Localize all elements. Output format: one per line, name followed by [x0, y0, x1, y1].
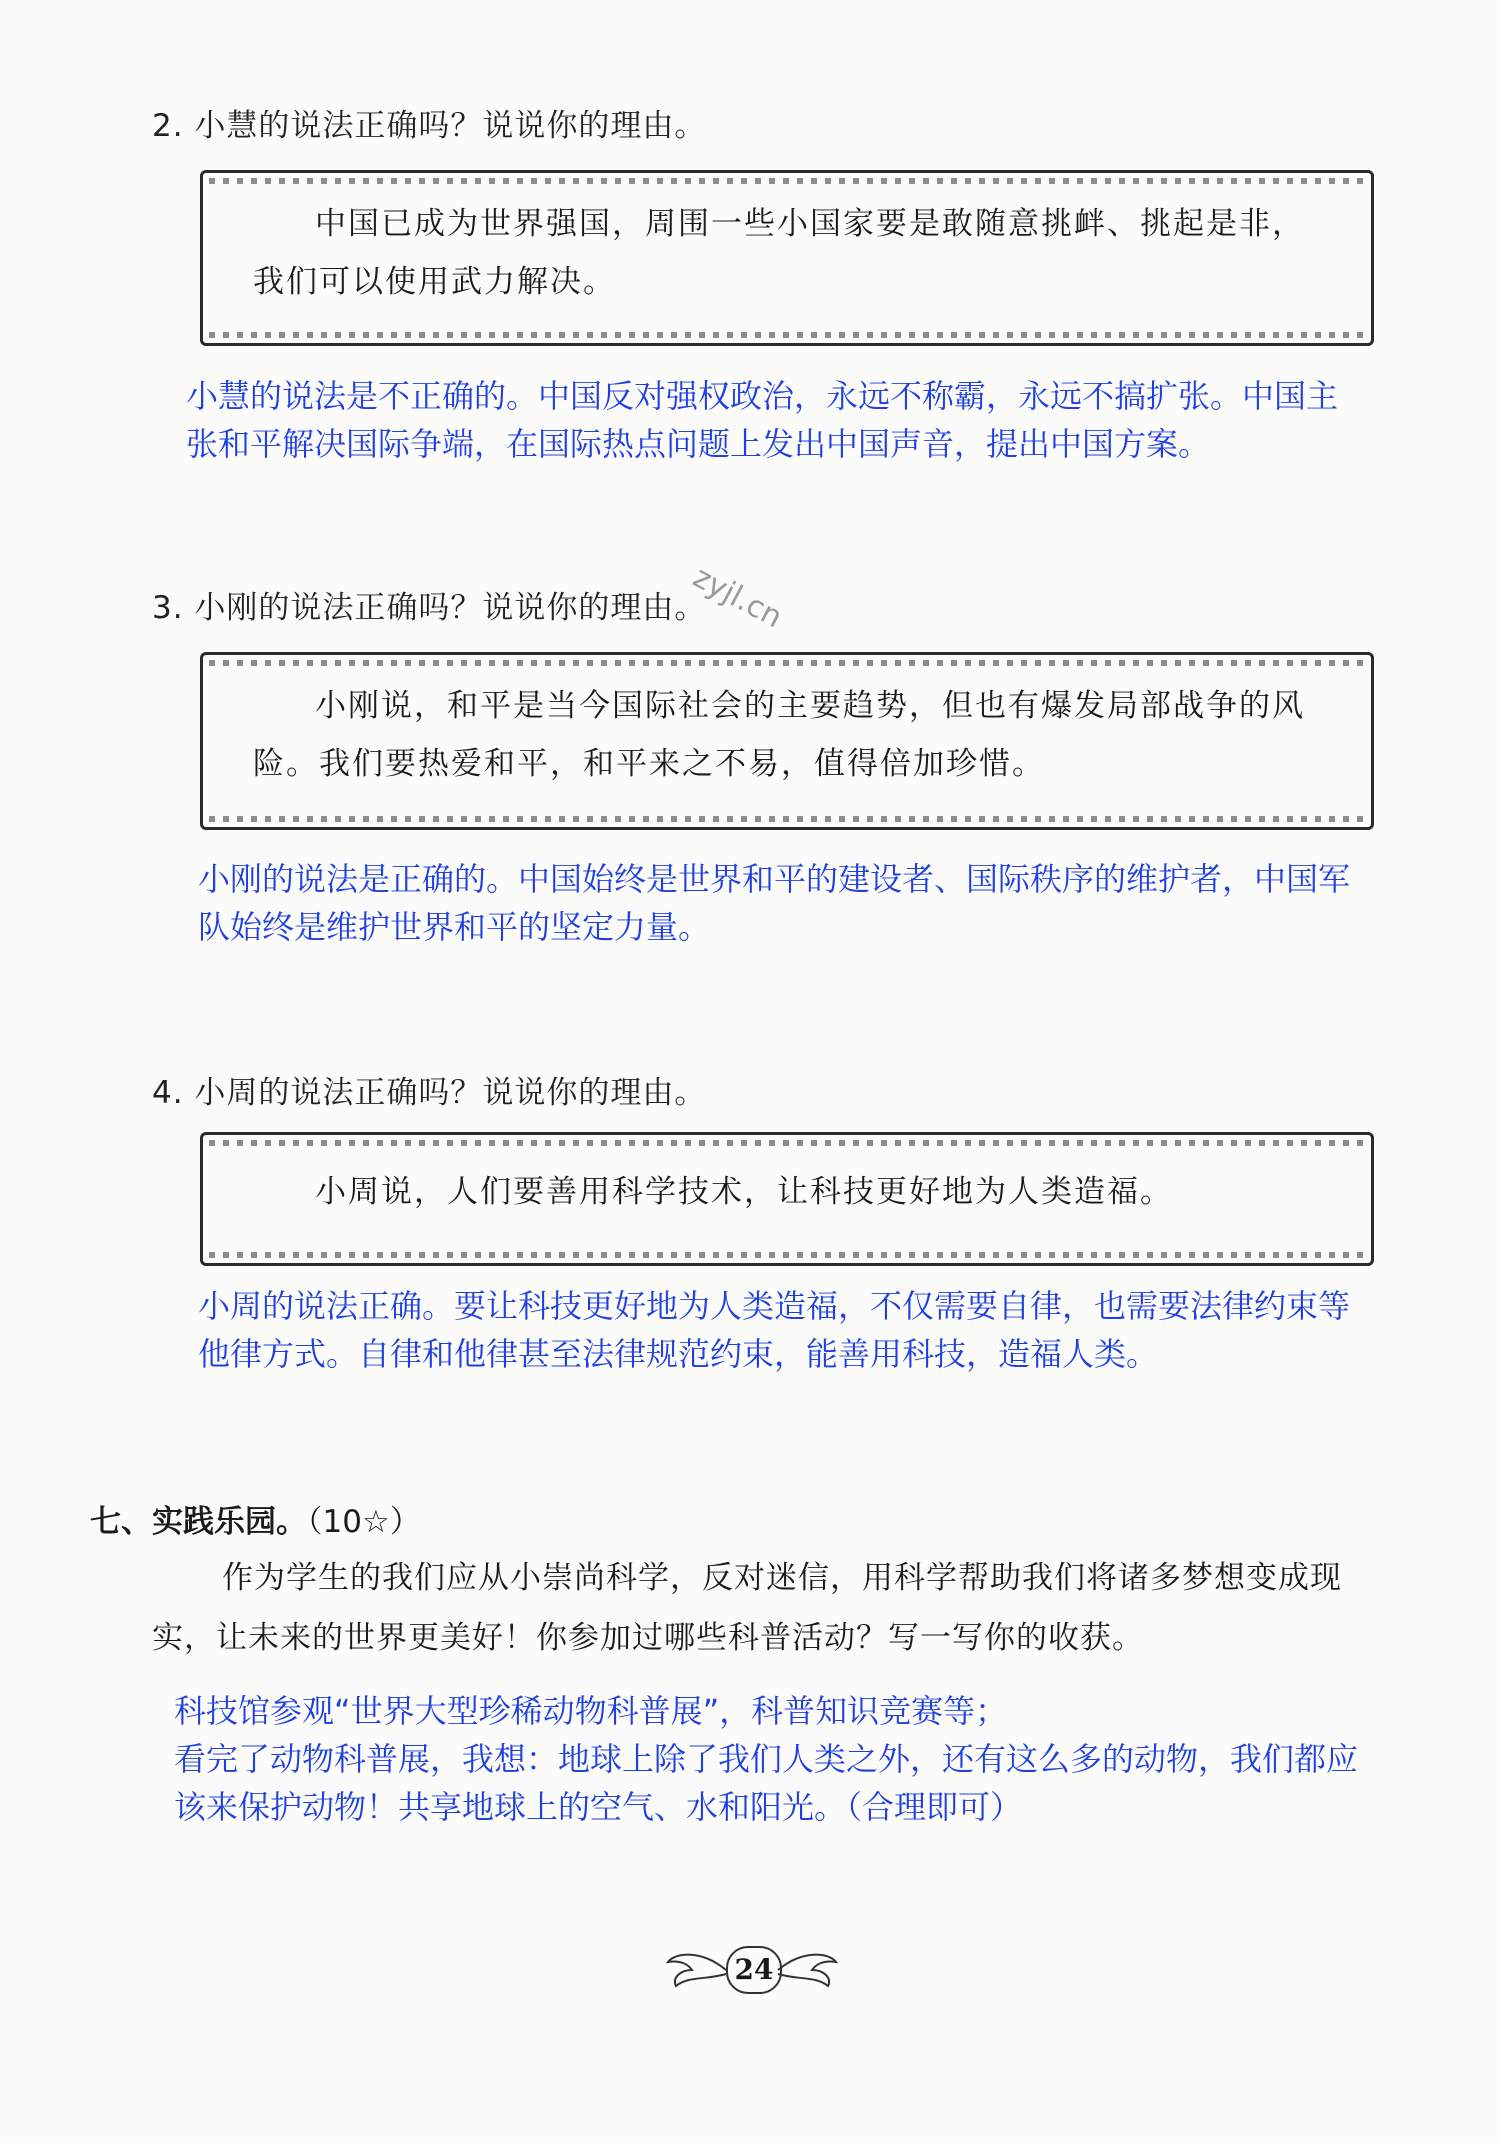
section-7-answer-line-1: 科技馆参观“世界大型珍稀动物科普展”，科普知识竞赛等；: [174, 1692, 1008, 1730]
section-7-answer-line-2: 看完了动物科普展，我想：地球上除了我们人类之外，还有这么多的动物，我们都应该来保护动物！共享地球上的空气、水和阳光。（合理即可）: [174, 1740, 1359, 1826]
question-3-answer: 小刚的说法是正确的。中国始终是世界和平的建设者、国际秩序的维护者，中国军队始终是维护世界和平的坚定力量。: [198, 860, 1351, 946]
question-4-answer: 小周的说法正确。要让科技更好地为人类造福，不仅需要自律，也需要法律约束等他律方式。自律和他律甚至法律规范约束，能善用科技，造福人类。: [198, 1287, 1351, 1373]
question-2-title: 2. 小慧的说法正确吗？说说你的理由。: [152, 108, 707, 144]
question-2-answer: 小慧的说法是不正确的。中国反对强权政治，永远不称霸，永远不搞扩张。中国主张和平解决国际争端，在国际热点问题上发出中国声音，提出中国方案。: [186, 377, 1339, 463]
section-7-title: 七、实践乐园。: [90, 1504, 307, 1540]
question-4-quote: 小周说，人们要善用科学技术，让科技更好地为人类造福。: [315, 1174, 1173, 1210]
question-2-quote: 中国已成为世界强国，周围一些小国家要是敢随意挑衅、挑起是非，我们可以使用武力解决。: [253, 206, 1305, 300]
question-2-quote-box: [200, 170, 1374, 346]
page-number: 24: [726, 1946, 782, 1994]
section-7-prompt: 作为学生的我们应从小崇尚科学，反对迷信，用科学帮助我们将诸多梦想变成现实，让未来的世界更美好！你参加过哪些科普活动？写一写你的收获。: [152, 1560, 1342, 1656]
question-3-quote: 小刚说，和平是当今国际社会的主要趋势，但也有爆发局部战争的风险。我们要热爱和平，和平来之不易，值得倍加珍惜。: [253, 688, 1305, 782]
question-4-title: 4. 小周的说法正确吗？说说你的理由。: [152, 1075, 707, 1111]
question-3-title: 3. 小刚的说法正确吗？说说你的理由。: [152, 590, 707, 626]
watermark: zyjl.cn: [687, 559, 788, 636]
question-3-quote-box: [200, 652, 1374, 830]
section-7-points: （10☆）: [307, 1504, 421, 1540]
section-7-heading: [90, 1496, 421, 1541]
question-4-quote-box: [200, 1132, 1374, 1266]
page-number-ornament: [662, 1940, 842, 2000]
